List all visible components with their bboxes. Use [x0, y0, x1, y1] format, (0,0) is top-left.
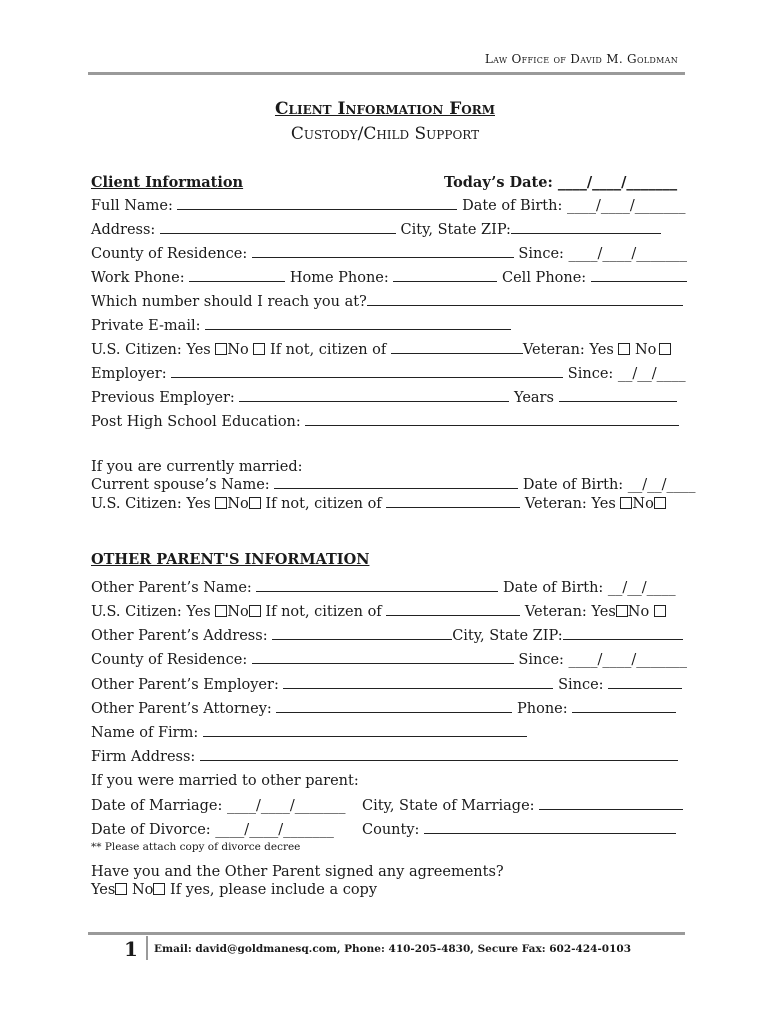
other-attorney-field[interactable] — [276, 711, 512, 713]
other-dob-label: Date of Birth: __/__/____ — [503, 580, 676, 596]
full-name-label: Full Name: — [91, 198, 173, 214]
other-county-since-label: Since: ____/____/_______ — [518, 652, 688, 668]
county-row — [91, 246, 687, 262]
reach-label: Which number should I reach you at? — [91, 294, 367, 310]
phones-row — [91, 270, 687, 286]
agreements-yes-label: Yes — [91, 882, 116, 898]
other-employer-field[interactable] — [283, 687, 553, 689]
other-parent-heading: OTHER PARENT'S INFORMATION — [91, 551, 370, 568]
cell-phone-label: Cell Phone: — [502, 270, 587, 286]
employer-label: Employer: — [91, 366, 167, 382]
email-row — [91, 318, 511, 334]
spouse-name-field[interactable] — [274, 487, 518, 489]
education-row — [91, 414, 679, 430]
employer-field[interactable] — [171, 376, 563, 378]
divorce-date-label: Date of Divorce: ____/____/_______ — [91, 822, 334, 838]
home-phone-label: Home Phone: — [289, 270, 389, 286]
firm-address-field[interactable] — [200, 759, 678, 761]
firm-address-label: Firm Address: — [91, 749, 196, 765]
agreements-label: Have you and the Other Parent signed any agreements? — [91, 864, 504, 880]
firm-address-row — [91, 749, 678, 765]
firm-name-field[interactable] — [203, 735, 527, 737]
years-label: Years — [514, 390, 554, 406]
other-employer-since-label: Since: — [558, 677, 604, 693]
footer-contact: Email: david@goldmanesq.com, Phone: 410-205-4830, Secure Fax: 602-424-0103 — [154, 943, 632, 955]
citizen-row — [91, 342, 671, 358]
agreements-include-label: If yes, please include a copy — [169, 882, 378, 898]
citizen-yes-checkbox[interactable] — [215, 343, 227, 355]
spouse-citizen-no-label: No — [227, 496, 249, 512]
other-citizen-no-label: No — [227, 604, 249, 620]
other-address-label: Other Parent’s Address: — [91, 628, 268, 644]
header-rule — [88, 72, 685, 75]
other-veteran-no-label: No — [627, 604, 650, 620]
other-citizen-row — [91, 604, 666, 620]
years-field[interactable] — [559, 400, 677, 402]
spouse-veteran-no-label: No — [632, 496, 654, 512]
work-phone-label: Work Phone: — [91, 270, 185, 286]
reach-field[interactable] — [367, 304, 683, 306]
spouse-citizen-label: U.S. Citizen: Yes — [91, 496, 211, 512]
full-name-field[interactable] — [177, 208, 457, 210]
other-county-row — [91, 652, 687, 668]
citizenship-field[interactable] — [391, 352, 523, 354]
veteran-yes-checkbox[interactable] — [618, 343, 630, 355]
county-since-label: Since: ____/____/_______ — [518, 246, 688, 262]
other-city-state-zip-label: City, State ZIP: — [452, 628, 563, 644]
attorney-phone-label: Phone: — [517, 701, 568, 717]
attach-note: ** Please attach copy of divorce decree — [91, 841, 301, 853]
other-veteran-yes-checkbox[interactable] — [616, 605, 628, 617]
veteran-no-checkbox[interactable] — [659, 343, 671, 355]
if-not-citizen-label: If not, citizen of — [269, 342, 387, 358]
county-field[interactable] — [252, 256, 514, 258]
form-subtitle: Custody/Child Support — [290, 124, 480, 144]
email-label: Private E-mail: — [91, 318, 201, 334]
other-address-field[interactable] — [272, 638, 452, 640]
spouse-citizen-yes-checkbox[interactable] — [215, 497, 227, 509]
employer-since-label: Since: __/__/____ — [567, 366, 686, 382]
other-city-state-zip-field[interactable] — [563, 638, 683, 640]
firm-name-label: Name of Firm: — [91, 725, 199, 741]
spouse-veteran-yes-checkbox[interactable] — [620, 497, 632, 509]
footer-rule — [88, 932, 685, 935]
agreements-no-label: No — [131, 882, 154, 898]
spouse-citizen-no-checkbox[interactable] — [249, 497, 261, 509]
full-name-row — [91, 198, 685, 214]
city-state-zip-label: City, State ZIP: — [400, 222, 511, 238]
citizen-no-checkbox[interactable] — [253, 343, 265, 355]
other-name-row — [91, 580, 676, 596]
firm-name: Law Office of David M. Goldman — [484, 52, 678, 66]
other-address-row — [91, 628, 683, 644]
education-field[interactable] — [305, 424, 679, 426]
education-label: Post High School Education: — [91, 414, 301, 430]
spouse-name-row — [91, 477, 696, 493]
spouse-citizen-row — [91, 496, 666, 512]
agreements-yes-checkbox[interactable] — [115, 883, 127, 895]
marriage-date-label: Date of Marriage: ____/____/_______ — [91, 798, 346, 814]
other-employer-label: Other Parent’s Employer: — [91, 677, 279, 693]
email-field[interactable] — [205, 328, 511, 330]
other-if-not-label: If not, citizen of — [265, 604, 382, 620]
spouse-if-not-label: If not, citizen of — [265, 496, 382, 512]
prev-employer-row — [91, 390, 677, 406]
form-title: Client Information Form — [274, 99, 495, 119]
footer-divider — [146, 936, 148, 960]
citizen-no-label: No — [227, 342, 249, 358]
county-label: County of Residence: — [91, 246, 248, 262]
county2-label: County: — [362, 822, 420, 838]
spouse-veteran-no-checkbox[interactable] — [654, 497, 666, 509]
other-employer-since-field[interactable] — [608, 687, 682, 689]
county2-row — [362, 822, 676, 838]
attorney-phone-field[interactable] — [572, 711, 676, 713]
address-label: Address: — [91, 222, 156, 238]
address-row — [91, 222, 661, 238]
cell-phone-field[interactable] — [591, 280, 687, 282]
county2-field[interactable] — [424, 832, 676, 834]
if-married-label: If you were married to other parent: — [91, 773, 359, 789]
other-attorney-label: Other Parent’s Attorney: — [91, 701, 272, 717]
other-citizen-yes-checkbox[interactable] — [215, 605, 227, 617]
marriage-place-field[interactable] — [539, 808, 683, 810]
other-employer-row — [91, 677, 682, 693]
other-county-label: County of Residence: — [91, 652, 248, 668]
todays-date-label: Today’s Date: ____/____/_______ — [444, 174, 678, 191]
home-phone-field[interactable] — [393, 280, 497, 282]
city-state-zip-field[interactable] — [511, 232, 661, 234]
prev-employer-label: Previous Employer: — [91, 390, 235, 406]
other-citizen-no-checkbox[interactable] — [249, 605, 261, 617]
prev-employer-field[interactable] — [239, 400, 509, 402]
work-phone-field[interactable] — [189, 280, 285, 282]
citizen-label: U.S. Citizen: Yes — [91, 342, 211, 358]
spouse-name-label: Current spouse’s Name: — [91, 477, 270, 493]
other-veteran-label: Veteran: Yes — [524, 604, 616, 620]
other-citizenship-field[interactable] — [386, 614, 520, 616]
other-county-field[interactable] — [252, 662, 514, 664]
reach-row — [91, 294, 683, 310]
veteran-label: Veteran: Yes — [522, 342, 614, 358]
page-number: 1 — [124, 937, 138, 961]
agreements-no-checkbox[interactable] — [153, 883, 165, 895]
spouse-veteran-label: Veteran: Yes — [524, 496, 616, 512]
firm-row — [91, 725, 527, 741]
address-field[interactable] — [160, 232, 396, 234]
other-name-label: Other Parent’s Name: — [91, 580, 252, 596]
client-dob-label: Date of Birth: ____/____/_______ — [462, 198, 686, 214]
client-section-heading: Client Information — [91, 174, 244, 191]
spouse-citizenship-field[interactable] — [386, 506, 520, 508]
other-veteran-no-checkbox[interactable] — [654, 605, 666, 617]
marriage-place-row — [362, 798, 683, 814]
other-citizen-label: U.S. Citizen: Yes — [91, 604, 211, 620]
agreements-row — [91, 882, 377, 898]
employer-row — [91, 366, 686, 382]
other-attorney-row — [91, 701, 676, 717]
married-label: If you are currently married: — [91, 459, 303, 475]
spouse-dob-label: Date of Birth: __/__/____ — [522, 477, 696, 493]
other-name-field[interactable] — [256, 590, 498, 592]
veteran-no-label: No — [634, 342, 657, 358]
marriage-place-label: City, State of Marriage: — [362, 798, 535, 814]
